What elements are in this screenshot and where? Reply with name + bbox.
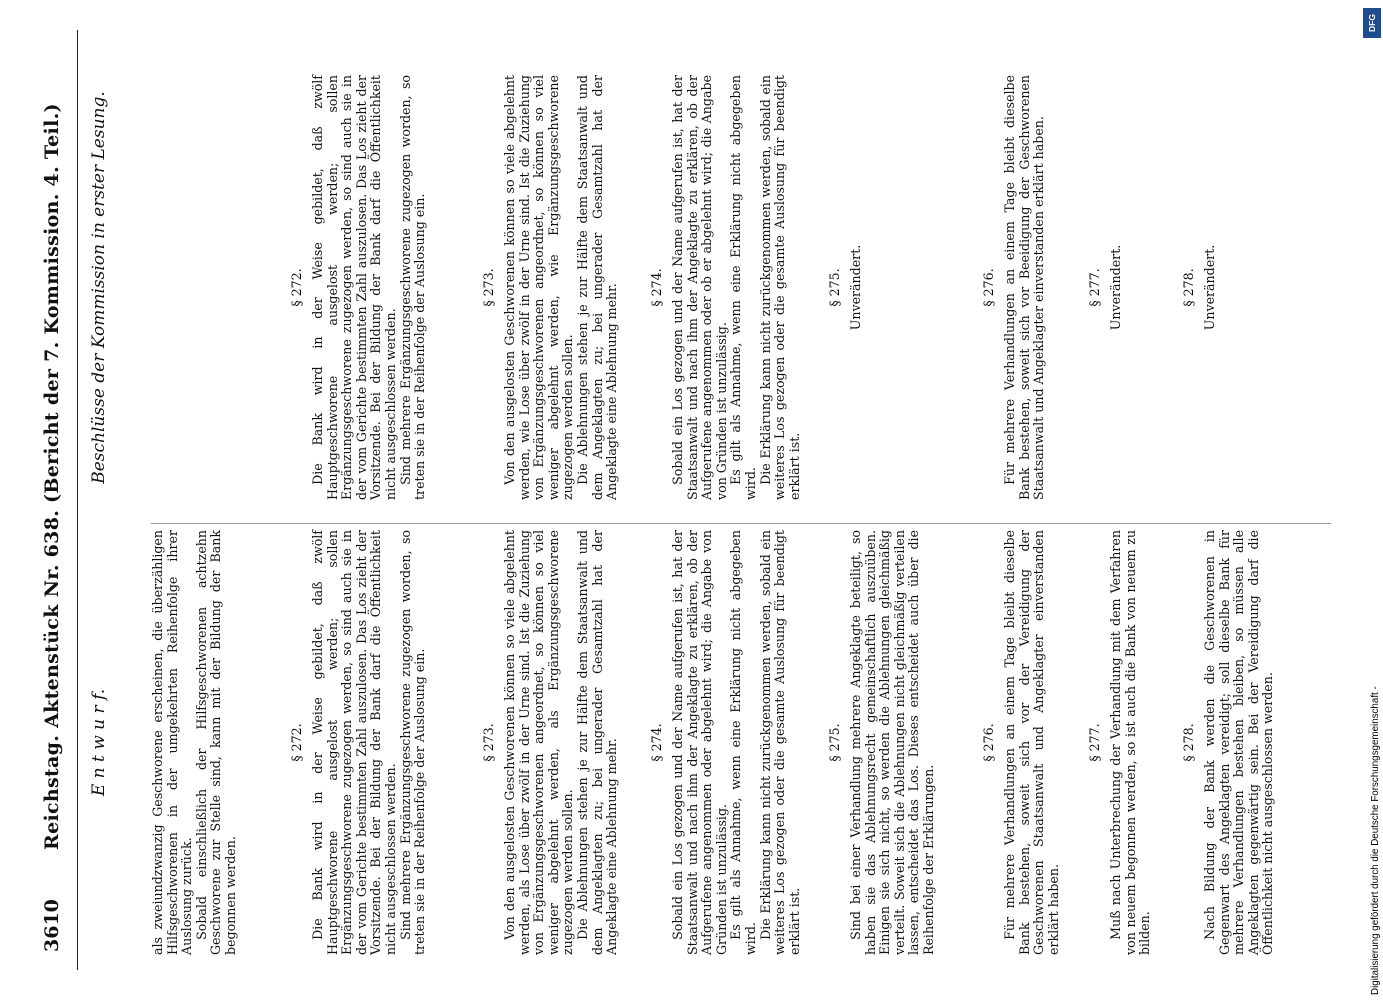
left-column-title: E n t w u r f. xyxy=(89,688,109,797)
left-s275 xyxy=(849,530,937,955)
left-intro xyxy=(151,530,239,955)
left-s276 xyxy=(1003,530,1061,955)
paragraph: Sind mehrere Ergänzungsgeschworene zugezogen worden, so treten sie in der Reihenfolge der Auslosung ein. xyxy=(397,75,428,500)
section-heading: § 278. xyxy=(1181,268,1196,307)
header-rule xyxy=(77,30,78,970)
section-heading: § 276. xyxy=(981,723,996,762)
column-divider xyxy=(151,523,1331,524)
right-s276 xyxy=(1003,75,1047,500)
paragraph: Unverändert. xyxy=(848,244,863,331)
section-heading: § 273. xyxy=(481,268,496,307)
paragraph: Sobald ein Los gezogen und der Name aufgerufen ist, hat der Staatsanwalt und nach ihm der Angeklagte zu erklären, ob der Aufgerufene angenommen oder abgelehnt wird; die Angabe von Gründen ist unzulässig. xyxy=(670,530,729,955)
section-heading: § 277. xyxy=(1087,723,1102,762)
page-title: Reichstag. Aktenstück Nr. 638. (Bericht der 7. Kommission. 4. Teil.) xyxy=(41,103,63,850)
section-heading: § 274. xyxy=(649,723,664,762)
paragraph: Sobald einschließlich der Hilfsgeschworenen achtzehn Geschworene zur Stelle sind, kann mit der Bildung der Bank begonnen werden. xyxy=(193,530,238,955)
paragraph: Nach Bildung der Bank werden die Geschworenen in Gegenwart des Angeklagten vereidigt; soll dieselbe Bank für mehrere Verhandlungen bestehen bleiben, so müssen alle Angeklagten gegenwärtig sein. Bei der Vereidigung darf die Öffentlichkeit nicht ausgeschlossen werden. xyxy=(1202,530,1276,955)
section-heading: § 275. xyxy=(827,268,842,307)
right-s273 xyxy=(503,75,620,500)
section-heading: § 272. xyxy=(289,268,304,307)
dfg-logo xyxy=(1363,8,1381,38)
paragraph: Die Erklärung kann nicht zurückgenommen werden, sobald ein weiteres Los gezogen oder die gesamte Auslosung für beendigt erklärt ist. xyxy=(757,530,802,955)
section-heading: § 278. xyxy=(1181,723,1196,762)
paragraph: Es gilt als Annahme, wenn eine Erklärung nicht abgegeben wird. xyxy=(728,75,758,500)
section-heading: § 273. xyxy=(481,723,496,762)
paragraph: Für mehrere Verhandlungen an einem Tage bleibt dieselbe Bank bestehen, soweit sich vor der Vereidigung der Geschworenen Staatsanwalt und Angeklagter einverstanden erklärt haben. xyxy=(1002,530,1061,955)
paragraph: Die Ablehnungen stehen je zur Hälfte dem Staatsanwalt und dem Angeklagten zu; bei ungerader Gesamtzahl hat der Angeklagte eine Ablehnung mehr. xyxy=(574,530,620,955)
paragraph: Unverändert. xyxy=(1202,244,1217,331)
section-heading: § 274. xyxy=(649,268,664,307)
section-heading: § 276. xyxy=(981,268,996,307)
paragraph: Die Bank wird in der Weise gebildet, daß zwölf Hauptgeschworene ausgelost werden; sollen Ergänzungsgeschworene zugezogen werden, so sind auch sie in der vom Gerichte bestimmten Zahl auszulosen. Das Los zieht der Vorsitzende. Bei der Bildung der Bank darf die Öffentlichkeit nicht ausgeschlossen werden. xyxy=(310,530,398,955)
left-s272 xyxy=(311,530,428,955)
paragraph: Sobald ein Los gezogen und der Name aufgerufen ist, hat der Staatsanwalt und nach ihm der Angeklagte zu erklären, ob der Aufgerufene angenommen oder ob er abgelehnt wird; die Angabe von Gründen ist unzulässig. xyxy=(670,75,729,500)
right-s277 xyxy=(1109,75,1124,500)
paragraph: Es gilt als Annahme, wenn eine Erklärung nicht abgegeben wird. xyxy=(728,530,758,955)
section-heading: § 275. xyxy=(827,723,842,762)
right-column-title: Beschlüsse der Kommission in erster Lesung. xyxy=(89,91,109,484)
paragraph: Die Bank wird in der Weise gebildet, daß zwölf Hauptgeschworene ausgelost werden; sollen Ergänzungsgeschworene zugezogen werden, so sind auch sie in der vom Gerichte bestimmten Zahl auszulosen. Das Los zieht der Vorsitzende. Bei der Bildung der Bank darf die Öffentlichkeit nicht ausgeschlossen werden. xyxy=(310,75,398,500)
paragraph: Muß nach Unterbrechung der Verhandlung mit dem Verfahren von neuem begonnen werden, so ist auch die Bank von neuem zu bilden. xyxy=(1108,530,1153,955)
paragraph: Von den ausgelosten Geschworenen können so viele abgelehnt werden, wie Lose über zwölf in der Urne sind. Ist die Zuziehung von Ergänzungsgeschworenen angeordnet, so können so viel weniger abgelehnt werden, wie Ergänzungsgeschworene zugezogen werden sollen. xyxy=(502,75,576,500)
left-s274 xyxy=(671,530,802,955)
page-number: 3610 xyxy=(41,899,63,952)
logo-text: DFG xyxy=(1366,14,1377,32)
paragraph: Von den ausgelosten Geschworenen können so viele abgelehnt werden, als Lose über zwölf in der Urne sind. Ist die Zuziehung von Ergänzungsgeschworenen angeordnet, so können so viel weniger abgelehnt werden, als Ergänzungsgeschworene zugezogen werden sollen. xyxy=(502,530,576,955)
right-s275 xyxy=(849,75,864,500)
paragraph: Unverändert. xyxy=(1108,244,1123,331)
paragraph: als zweiundzwanzig Geschworene erscheinen, die überzähligen Hilfsgeschworenen in der umgekehrten Reihenfolge ihrer Auslosung zurück. xyxy=(150,530,195,955)
left-s273 xyxy=(503,530,620,955)
right-s272 xyxy=(311,75,428,500)
paragraph: Sind bei einer Verhandlung mehrere Angeklagte beteiligt, so haben sie das Ablehnungsrecht gemeinschaftlich auszuüben. Einigen sie sich nicht, so werden die Ablehnungen gleichmäßig verteilt. Soweit sich die Ablehnungen nicht gleichmäßig verteilen lassen, entscheidet das Los. Dieses entscheidet auch über die Reihenfolge der Erklärungen. xyxy=(848,530,936,955)
right-s278 xyxy=(1203,75,1218,500)
right-s274 xyxy=(671,75,802,500)
page-header xyxy=(31,30,75,970)
document-page xyxy=(31,30,1351,970)
paragraph: Für mehrere Verhandlungen an einem Tage bleibt dieselbe Bank bestehen, soweit sich vor Beeidigung der Geschworenen Staatsanwalt und Angeklagter einverstanden erklärt haben. xyxy=(1002,75,1047,500)
paragraph: Die Erklärung kann nicht zurückgenommen werden, sobald ein weiteres Los gezogen oder die gesamte Auslosung für beendigt erklärt ist. xyxy=(757,75,802,500)
left-s277 xyxy=(1109,530,1153,955)
section-heading: § 272. xyxy=(289,723,304,762)
left-s278 xyxy=(1203,530,1276,955)
paragraph: Die Ablehnungen stehen je zur Hälfte dem Staatsanwalt und dem Angeklagten zu; bei ungerader Gesamtzahl hat der Angeklagte eine Ablehnung mehr. xyxy=(574,75,620,500)
section-heading: § 277. xyxy=(1087,268,1102,307)
digitization-credit: Digitalisierung gefördert durch die Deutsche Forschungsgemeinschaft - xyxy=(1370,686,1381,995)
paragraph: Sind mehrere Ergänzungsgeschworene zugezogen worden, so treten sie in der Reihenfolge der Auslosung ein. xyxy=(397,530,428,955)
